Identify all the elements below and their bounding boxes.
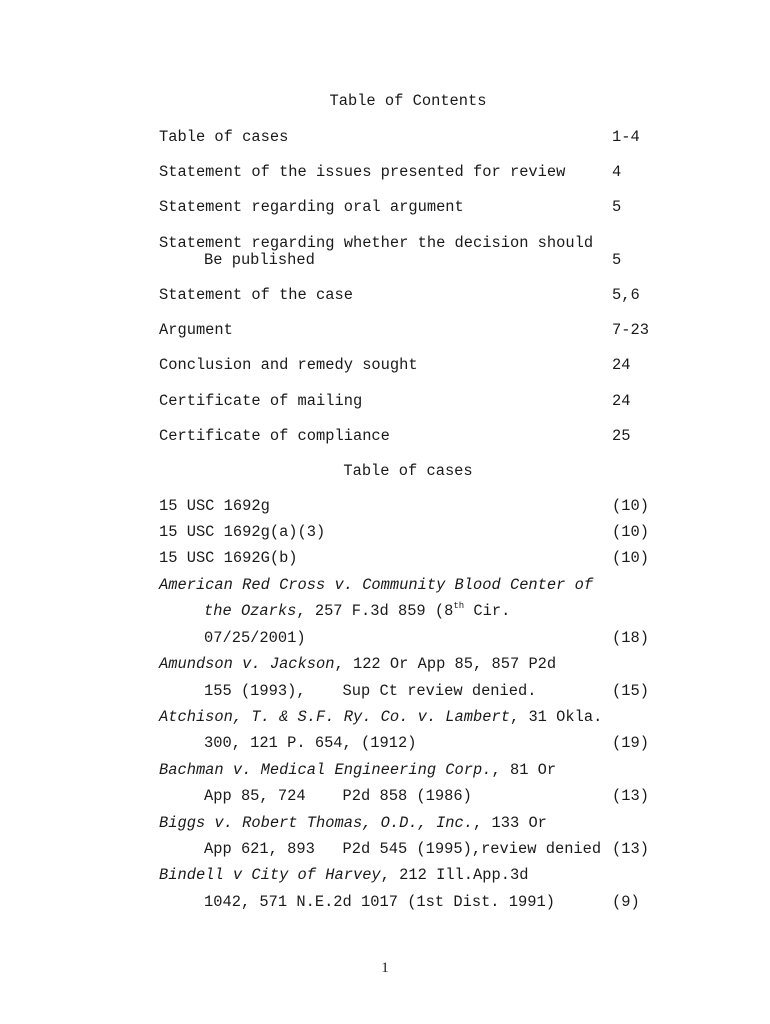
case-name: Atchison, T. & S.F. Ry. Co. v. Lambert [159,708,510,726]
toc-entry-page: 24 [612,392,631,410]
case-entry-ref: (18) [612,629,649,647]
toc-entry-label: Conclusion and remedy sought [159,356,418,374]
case-entry-ref: (10) [612,549,649,567]
case-citation: , 122 Or App 85, 857 P2d [334,655,557,673]
case-entry-line: App 621, 893 P2d 545 (1995),review denied [204,840,602,858]
case-entry-ref: (10) [612,497,649,515]
case-entry-ref: (13) [612,840,649,858]
case-name: Biggs v. Robert Thomas, O.D., Inc. [159,814,474,832]
toc-entry-label: Argument [159,321,233,339]
case-name: Bindell v City of Harvey [159,866,381,884]
page-number: 1 [381,960,389,976]
case-citation: , 257 F.3d 859 (8 [296,602,454,620]
toc-entry-page: 24 [612,356,631,374]
case-entry-line: 1042, 571 N.E.2d 1017 (1st Dist. 1991) [204,893,555,911]
case-entry-line: 07/25/2001) [204,629,306,647]
case-entry-line [159,708,602,726]
case-entry-line [159,866,528,884]
case-name: Amundson v. Jackson [159,655,335,673]
toc-entry-page: 4 [612,163,622,181]
case-citation: , 81 Or [491,761,557,779]
toc-entry-label: Table of cases [159,128,289,146]
toc-entry-label: Certificate of mailing [159,392,363,410]
case-entry-line [159,814,547,832]
toc-title: Table of Contents [329,92,487,110]
case-entry-text: 15 USC 1692G(b) [159,549,298,567]
case-citation: , 133 Or [473,814,547,832]
toc-entry-page: 5,6 [612,286,640,304]
case-entry-ref: (13) [612,787,649,805]
toc-entry-label: Certificate of compliance [159,427,390,445]
toc-entry-page: 25 [612,427,631,445]
toc-entry-label: Statement of the issues presented for review [159,163,566,181]
case-name: Bachman v. Medical Engineering Corp. [159,761,492,779]
case-entry-text: 15 USC 1692g [159,497,270,515]
case-entry-ref: (9) [612,893,640,911]
toc-entry-page: 1-4 [612,128,640,146]
case-entry-line [159,761,556,779]
case-citation: , 31 Okla. [509,708,603,726]
case-entry-line [159,655,556,673]
case-name: the Ozarks [204,602,297,620]
case-entry-line: 155 (1993), Sup Ct review denied. [204,682,537,700]
toc-entry-page: 5 [612,198,622,216]
toc-entry-page: 7-23 [612,321,649,339]
case-entry-ref: (10) [612,523,649,541]
case-entry-text: 15 USC 1692g(a)(3) [159,523,326,541]
toc-entry-label: Statement regarding oral argument [159,198,464,216]
toc-entry-page: 5 [612,251,622,269]
case-citation: Cir. [464,602,511,620]
case-entry-ref: (15) [612,682,649,700]
case-entry-name [159,576,593,594]
case-entry-ref: (19) [612,734,649,752]
cases-title: Table of cases [343,462,473,480]
toc-entry-label: Statement regarding whether the decision should [159,234,594,252]
case-entry-line [204,602,510,620]
toc-entry-label: Statement of the case [159,286,353,304]
case-entry-line: 300, 121 P. 654, (1912) [204,734,417,752]
case-citation: , 212 Ill.App.3d [380,866,529,884]
toc-entry-label-continued: Be published [204,251,315,269]
ordinal-suffix: th [453,601,465,611]
case-entry-line: App 85, 724 P2d 858 (1986) [204,787,472,805]
case-name: American Red Cross v. Community Blood Center of [159,576,594,594]
